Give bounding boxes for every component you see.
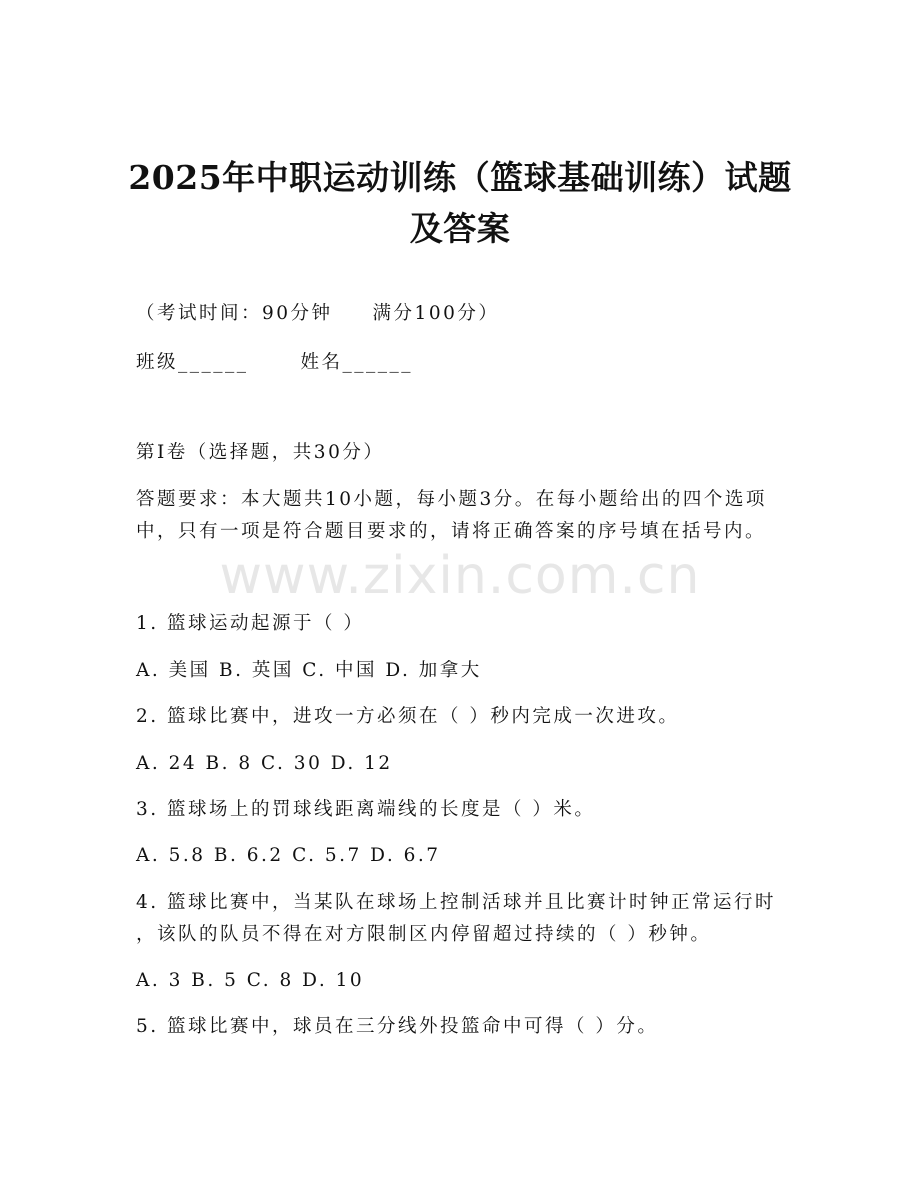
question-1-options: A. 美国 B. 英国 C. 中国 D. 加拿大 [136,660,482,681]
exam-info [136,302,499,326]
section-title: 第Ⅰ卷（选择题，共30分） [136,442,385,463]
question-3-options: A. 5.8 B. 6.2 C. 5.7 D. 6.7 [136,845,441,866]
question-2-stem: 2. 篮球比赛中，进攻一方必须在（ ）秒内完成一次进攻。 [136,706,680,727]
question-1-stem: 1. 篮球运动起源于（ ） [136,613,365,634]
student-info [136,351,413,375]
question-4-stem-line-1: 4. 篮球比赛中，当某队在球场上控制活球并且比赛计时钟正常运行时 [136,892,777,913]
question-4-options: A. 3 B. 5 C. 8 D. 10 [136,970,365,991]
name-field: 姓名______ [300,352,414,373]
instructions-line-2: 中，只有一项是符合题目要求的，请将正确答案的序号填在括号内。 [136,521,767,542]
exam-time: （考试时间：90分钟 [136,303,333,324]
document-title-line-1: 2025年中职运动训练（篮球基础训练）试题 [128,158,792,197]
question-2-options: A. 24 B. 8 C. 30 D. 12 [136,753,393,774]
exam-full-score: 满分100分） [372,303,500,324]
question-4-stem-line-2: ，该队的队员不得在对方限制区内停留超过持续的（ ）秒钟。 [136,924,712,945]
watermark: www.zixin.com.cn [219,546,701,606]
class-field: 班级______ [136,352,249,373]
question-5-stem: 5. 篮球比赛中，球员在三分线外投篮命中可得（ ）分。 [136,1016,659,1037]
instructions-line-1: 答题要求：本大题共10小题，每小题3分。在每小题给出的四个选项 [136,489,767,510]
question-3-stem: 3. 篮球场上的罚球线距离端线的长度是（ ）米。 [136,799,596,820]
document-title-line-2: 及答案 [409,209,511,248]
